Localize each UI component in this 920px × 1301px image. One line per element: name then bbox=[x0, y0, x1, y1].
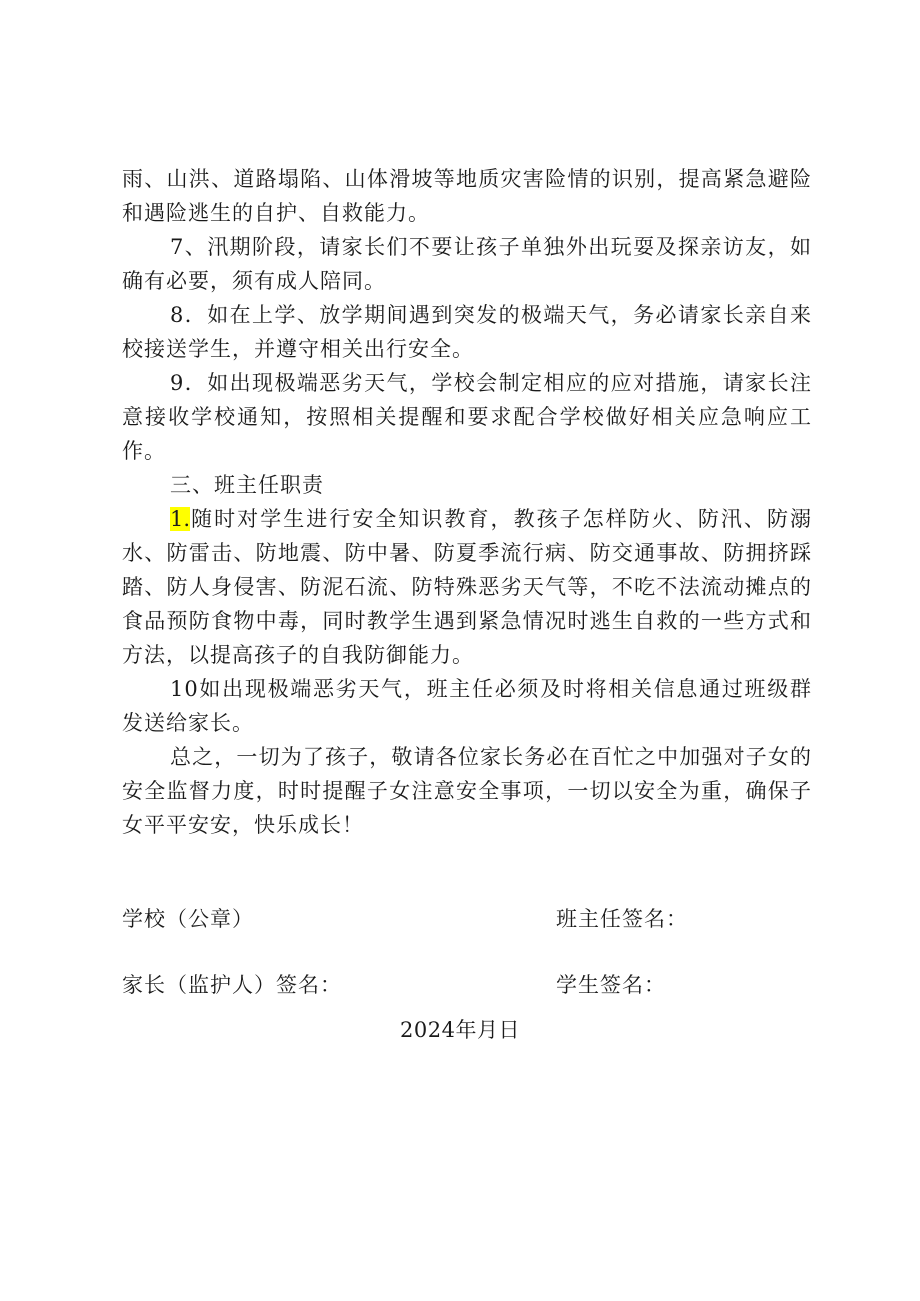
teacher-signature-label: 班主任签名： bbox=[556, 907, 688, 931]
paragraph-teacher-item-1-text: 随时对学生进行安全知识教育，教孩子怎样防火、防汛、防溺水、防雷击、防地震、防中暑、防夏季流行病、防交通事故、防拥挤踩踏、防人身侵害、防泥石流、防特殊恶劣天气等，不吃不法流动摊点的食品预防食物中毒，同时教学生遇到紧急情况时逃生自救的一些方式和方法，以提高孩子的自我防御能力。 bbox=[122, 507, 812, 667]
paragraph-item-9: 9．如出现极端恶劣天气，学校会制定相应的应对措施，请家长注意接收学校通知，按照相关提醒和要求配合学校做好相关应急响应工作。 bbox=[122, 371, 812, 463]
parent-signature-label: 家长（监护人）签名： bbox=[122, 973, 342, 997]
student-signature-label: 学生签名： bbox=[556, 973, 666, 997]
document-date: 2024年月日 bbox=[400, 1018, 520, 1042]
paragraph-teacher-item-1 bbox=[122, 502, 812, 672]
paragraph-teacher-item-10: 10如出现极端恶劣天气，班主任必须及时将相关信息通过班级群发送给家长。 bbox=[122, 677, 812, 735]
highlighted-marker: 1. bbox=[170, 507, 191, 531]
paragraph-continuation: 雨、山洪、道路塌陷、山体滑坡等地质灾害险情的识别，提高紧急避险和遇险逃生的自护、自救能力。 bbox=[122, 167, 812, 225]
document-body bbox=[122, 162, 812, 842]
school-seal-label: 学校（公章） bbox=[122, 907, 254, 931]
paragraph-conclusion: 总之，一切为了孩子，敬请各位家长务必在百忙之中加强对子女的安全监督力度，时时提醒子女注意安全事项，一切以安全为重，确保子女平平安安，快乐成长！ bbox=[122, 745, 812, 837]
paragraph-item-7: 7、汛期阶段，请家长们不要让孩子单独外出玩耍及探亲访友，如确有必要，须有成人陪同。 bbox=[122, 235, 812, 293]
section-heading-teacher-duties: 三、班主任职责 bbox=[170, 473, 324, 497]
paragraph-item-8: 8．如在上学、放学期间遇到突发的极端天气，务必请家长亲自来校接送学生，并遵守相关出行安全。 bbox=[122, 303, 812, 361]
